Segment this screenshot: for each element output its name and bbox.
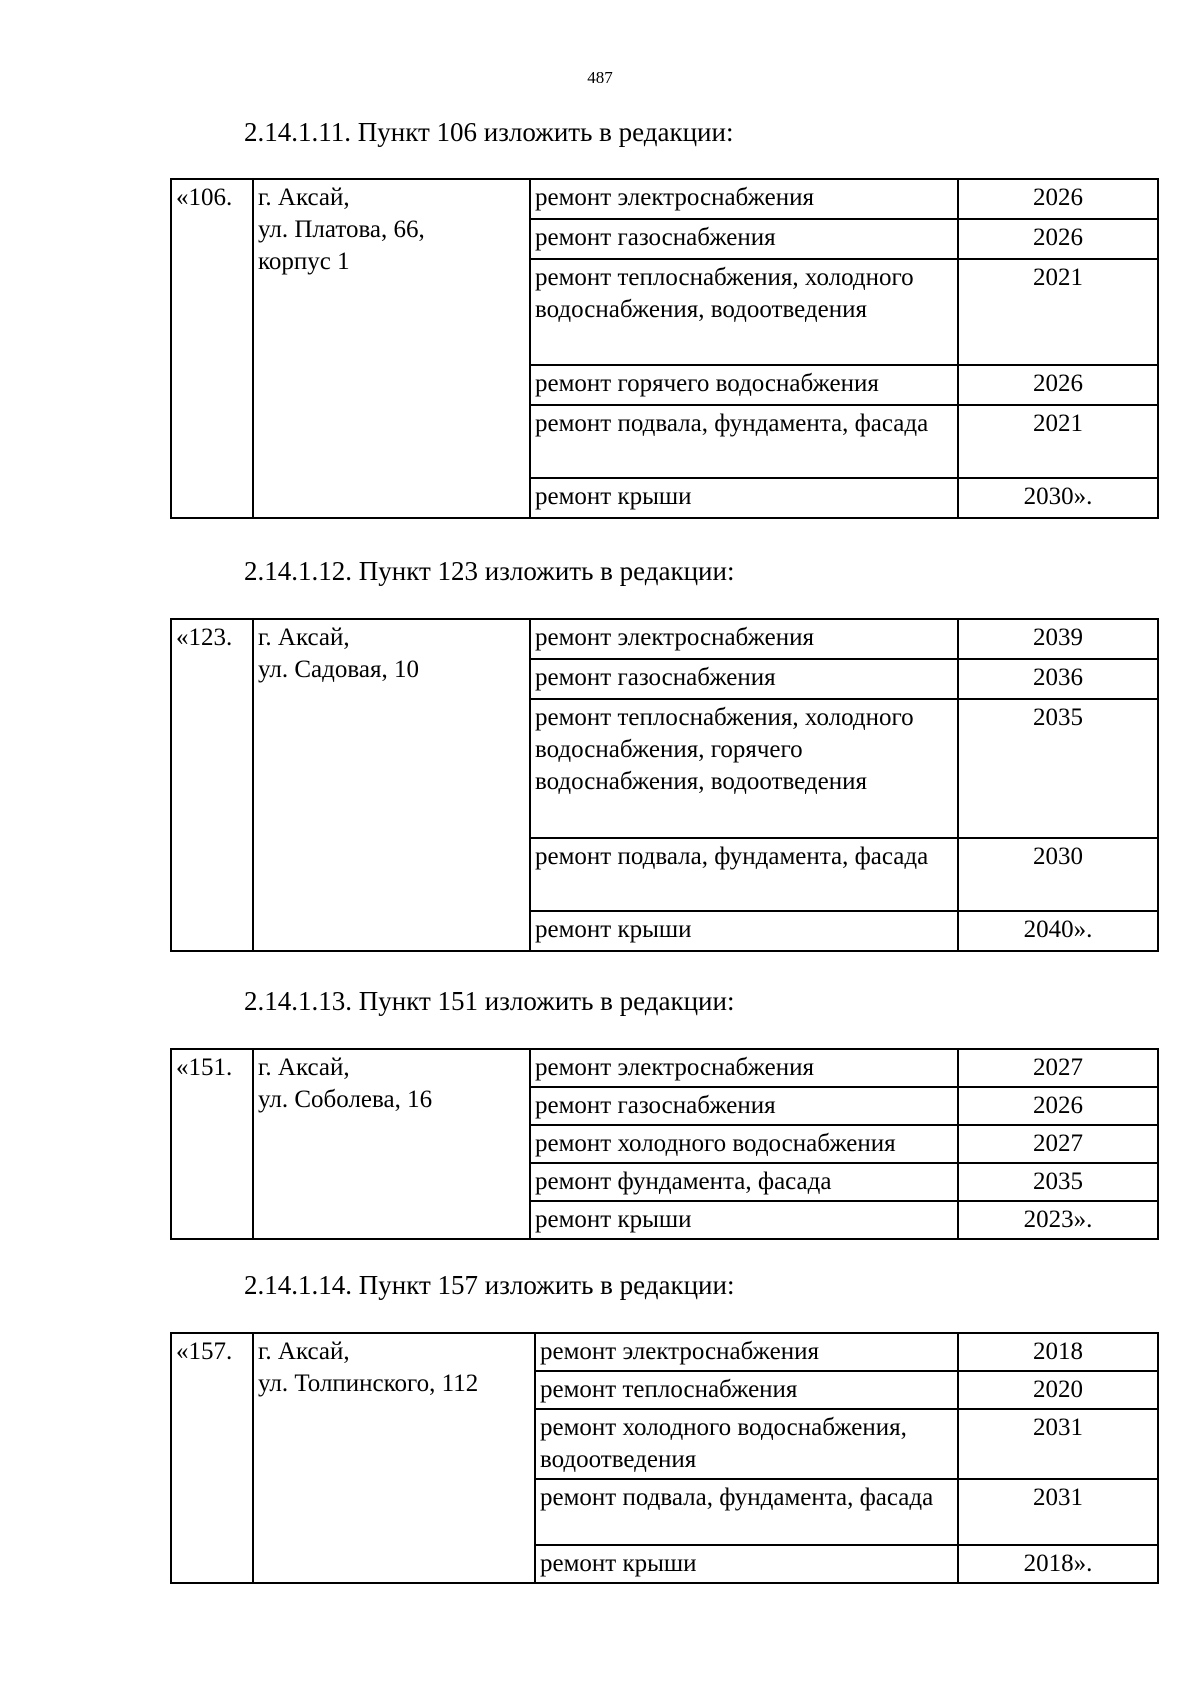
work-cell: ремонт электроснабжения [530, 619, 958, 659]
section-title: 2.14.1.14. Пункт 157 изложить в редакции: [244, 1270, 735, 1300]
section-title: 2.14.1.13. Пункт 151 изложить в редакции: [244, 986, 735, 1016]
year-cell: 2018». [958, 1545, 1158, 1583]
address-cell [253, 1333, 535, 1583]
year-cell: 2031 [958, 1409, 1158, 1479]
work-cell: ремонт электроснабжения [530, 1049, 958, 1087]
table-row [171, 179, 1158, 219]
year-cell: 2021 [958, 405, 1158, 478]
year-cell: 2023». [958, 1201, 1158, 1239]
section-title: 2.14.1.12. Пункт 123 изложить в редакции: [244, 556, 735, 586]
section-table [170, 618, 1159, 952]
year-cell: 2026 [958, 1087, 1158, 1125]
work-cell: ремонт подвала, фундамента, фасада [530, 405, 958, 478]
work-cell: ремонт газоснабжения [530, 219, 958, 259]
address-line: г. Аксай, [258, 1338, 350, 1365]
address-cell [253, 179, 530, 518]
year-cell: 2027 [958, 1049, 1158, 1087]
work-cell: ремонт теплоснабжения, холодного водоснабжения, горячего водоснабжения, водоотведения [530, 699, 958, 838]
section-table [170, 1048, 1159, 1240]
address-cell [253, 1049, 530, 1239]
year-cell: 2035 [958, 699, 1158, 838]
item-number: «106. [171, 179, 253, 518]
work-cell: ремонт газоснабжения [530, 659, 958, 699]
item-number: «151. [171, 1049, 253, 1239]
year-cell: 2036 [958, 659, 1158, 699]
page-number: 487 [587, 68, 613, 87]
work-cell: ремонт электроснабжения [535, 1333, 958, 1371]
work-cell: ремонт крыши [530, 911, 958, 951]
year-cell: 2026 [958, 179, 1158, 219]
year-cell: 2040». [958, 911, 1158, 951]
work-cell: ремонт крыши [530, 478, 958, 518]
year-cell: 2031 [958, 1479, 1158, 1545]
year-cell: 2039 [958, 619, 1158, 659]
year-cell: 2018 [958, 1333, 1158, 1371]
year-cell: 2026 [958, 219, 1158, 259]
address-line: ул. Платова, 66, [258, 216, 425, 243]
item-number: «157. [171, 1333, 253, 1583]
year-cell: 2026 [958, 365, 1158, 405]
address-line: ул. Садовая, 10 [258, 656, 419, 683]
section-table [170, 1332, 1159, 1584]
address-line: г. Аксай, [258, 184, 350, 211]
section-table [170, 178, 1159, 519]
section-title: 2.14.1.11. Пункт 106 изложить в редакции: [244, 117, 734, 147]
work-cell: ремонт теплоснабжения, холодного водоснабжения, водоотведения [530, 259, 958, 365]
table-row [171, 619, 1158, 659]
work-cell: ремонт фундамента, фасада [530, 1163, 958, 1201]
address-line: ул. Соболева, 16 [258, 1086, 433, 1113]
work-cell: ремонт холодного водоснабжения, водоотведения [535, 1409, 958, 1479]
table-row [171, 1333, 1158, 1371]
work-cell: ремонт подвала, фундамента, фасада [530, 838, 958, 911]
address-line: ул. Толпинского, 112 [258, 1370, 479, 1397]
address-line: г. Аксай, [258, 624, 350, 651]
item-number: «123. [171, 619, 253, 951]
work-cell: ремонт подвала, фундамента, фасада [535, 1479, 958, 1545]
work-cell: ремонт крыши [530, 1201, 958, 1239]
year-cell: 2027 [958, 1125, 1158, 1163]
table-row [171, 1049, 1158, 1087]
year-cell: 2030 [958, 838, 1158, 911]
work-cell: ремонт крыши [535, 1545, 958, 1583]
work-cell: ремонт горячего водоснабжения [530, 365, 958, 405]
work-cell: ремонт газоснабжения [530, 1087, 958, 1125]
address-line: г. Аксай, [258, 1054, 350, 1081]
year-cell: 2020 [958, 1371, 1158, 1409]
work-cell: ремонт теплоснабжения [535, 1371, 958, 1409]
work-cell: ремонт холодного водоснабжения [530, 1125, 958, 1163]
year-cell: 2030». [958, 478, 1158, 518]
year-cell: 2021 [958, 259, 1158, 365]
address-line: корпус 1 [258, 248, 350, 275]
address-cell [253, 619, 530, 951]
work-cell: ремонт электроснабжения [530, 179, 958, 219]
year-cell: 2035 [958, 1163, 1158, 1201]
